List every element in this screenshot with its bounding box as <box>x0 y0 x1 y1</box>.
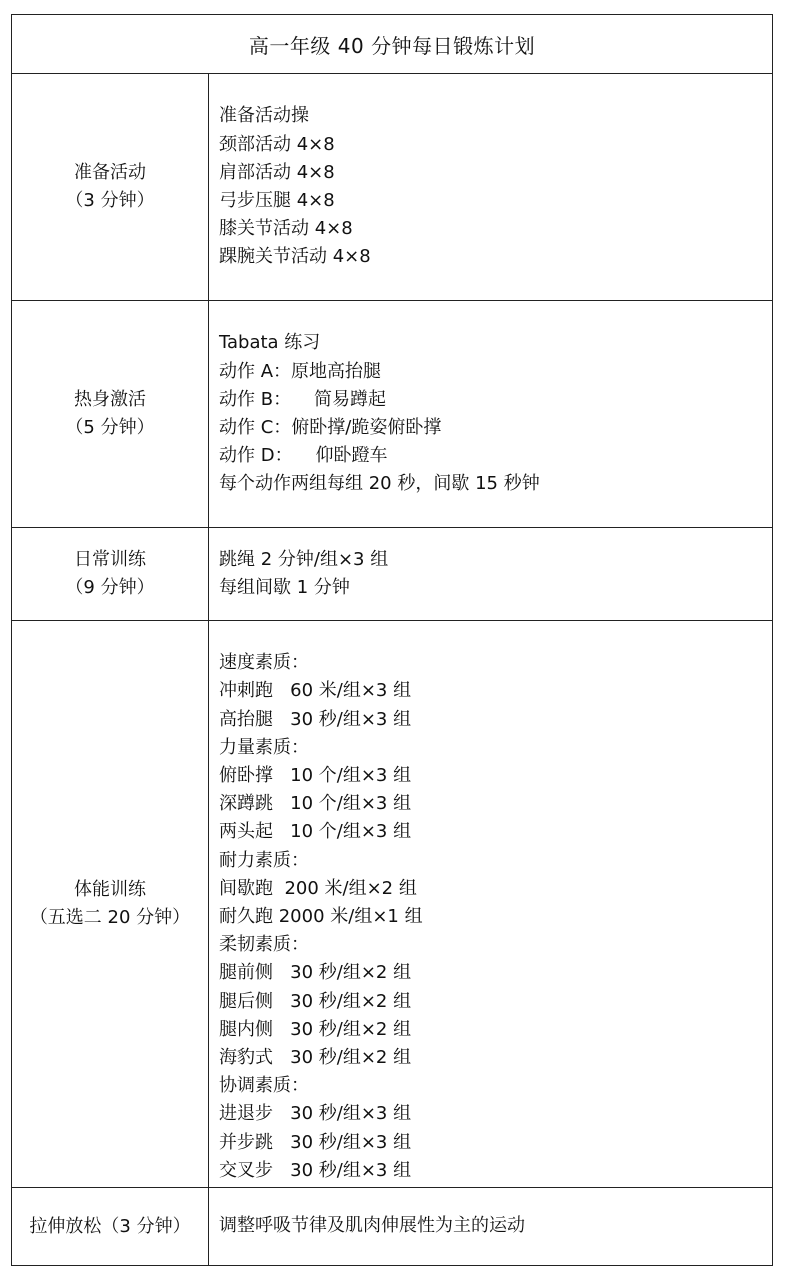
row-content-cell <box>219 1188 766 1265</box>
content-line: 动作 D： 仰卧蹬车 <box>219 445 388 467</box>
title-text: 高一年级 40 分钟每日锻炼计划 <box>248 33 536 58</box>
row-label-cell <box>12 1188 209 1265</box>
row-label-cell <box>12 301 209 527</box>
row-content-cell <box>219 301 766 527</box>
row-name: 日常训练 <box>74 549 146 570</box>
row-duration: （9 分钟） <box>65 577 155 598</box>
category-heading: 耐力素质： <box>219 849 309 871</box>
content-line: 高抬腿 30 秒/组×3 组 <box>219 708 412 730</box>
row-duration: （5 分钟） <box>65 417 155 438</box>
row-content-cell <box>219 528 766 620</box>
content-line: 每个动作两组每组 20 秒，间歇 15 秒钟 <box>219 473 540 495</box>
content-line: 每组间歇 1 分钟 <box>219 577 350 598</box>
content-line: 调整呼吸节律及肌肉伸展性为主的运动 <box>219 1215 525 1237</box>
row-label-cell <box>12 74 209 300</box>
content-line: 进退步 30 秒/组×3 组 <box>219 1103 412 1125</box>
content-line: 动作 B： 简易蹲起 <box>219 388 386 410</box>
category-heading: 柔韧素质： <box>219 934 309 956</box>
content-line: Tabata 练习 <box>219 332 321 354</box>
table-title <box>12 15 772 74</box>
content-line: 弓步压腿 4×8 <box>219 190 335 211</box>
content-line: 腿前侧 30 秒/组×2 组 <box>219 962 412 984</box>
row-duration: （五选二 20 分钟） <box>29 907 191 928</box>
content-line: 动作 A：原地高抬腿 <box>219 360 382 382</box>
category-heading: 协调素质： <box>219 1075 309 1097</box>
table-row <box>12 621 772 1188</box>
category-heading: 速度素质： <box>219 652 309 674</box>
content-line: 间歇跑 200 米/组×2 组 <box>219 877 417 899</box>
content-line: 两头起 10 个/组×3 组 <box>219 821 412 843</box>
content-line: 跳绳 2 分钟/组×3 组 <box>219 548 389 570</box>
table-row <box>12 301 772 528</box>
content-line: 交叉步 30 秒/组×3 组 <box>219 1159 412 1181</box>
content-line: 俯卧撑 10 个/组×3 组 <box>219 764 412 786</box>
table-row <box>12 74 772 301</box>
category-heading: 力量素质： <box>219 736 309 758</box>
row-name: 拉伸放松（3 分钟） <box>29 1215 191 1237</box>
content-line: 并步跳 30 秒/组×3 组 <box>219 1131 412 1153</box>
table-row <box>12 528 772 621</box>
content-line: 动作 C：俯卧撑/跪姿俯卧撑 <box>219 417 442 438</box>
row-label-cell <box>12 621 209 1187</box>
row-name: 热身激活 <box>74 389 146 410</box>
content-line: 准备活动操 <box>219 105 309 127</box>
content-line: 耐久跑 2000 米/组×1 组 <box>219 905 423 927</box>
row-content-cell <box>219 621 766 1187</box>
row-duration: （3 分钟） <box>65 190 155 211</box>
content-line: 腿后侧 30 秒/组×2 组 <box>219 990 412 1012</box>
content-line: 深蹲跳 10 个/组×3 组 <box>219 793 412 815</box>
content-line: 踝腕关节活动 4×8 <box>219 246 371 268</box>
content-line: 腿内侧 30 秒/组×2 组 <box>219 1018 412 1040</box>
row-label-cell <box>12 528 209 620</box>
row-name: 体能训练 <box>74 879 146 900</box>
table-row <box>12 1188 772 1265</box>
content-line: 海豹式 30 秒/组×2 组 <box>219 1046 412 1068</box>
row-name: 准备活动 <box>74 162 146 183</box>
content-line: 冲刺跑 60 米/组×3 组 <box>219 680 412 702</box>
content-line: 肩部活动 4×8 <box>219 161 335 183</box>
content-line: 颈部活动 4×8 <box>219 133 335 155</box>
row-content-cell <box>219 74 766 300</box>
content-line: 膝关节活动 4×8 <box>219 218 353 240</box>
exercise-plan-table <box>11 14 773 1266</box>
